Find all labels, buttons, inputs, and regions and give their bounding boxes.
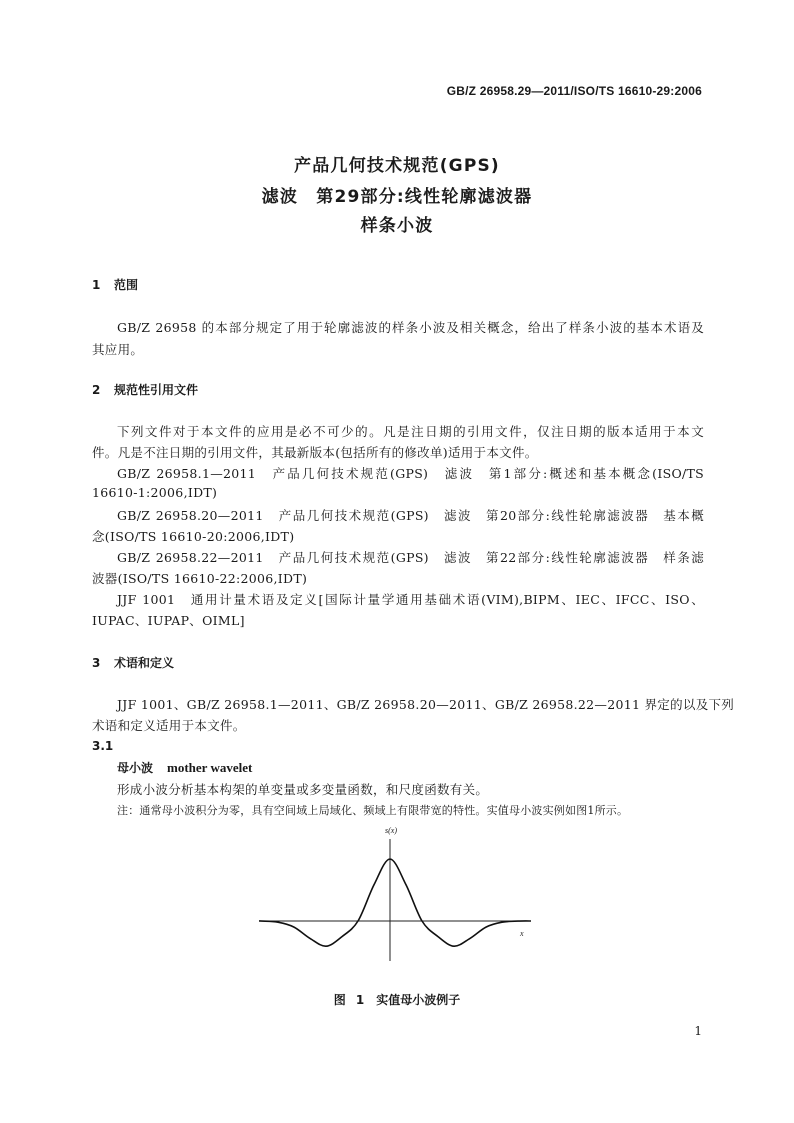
section-2-line: 下列文件对于本文件的应用是必不可少的。凡是注日期的引用文件，仅注日期的版本适用于本文 [117,424,704,439]
wavelet-figure [259,821,531,961]
term-note: 注：通常母小波积分为零，具有空间域上局域化、频域上有限带宽的特性。实值母小波实例如图1所示。 [117,804,629,817]
page-number: 1 [694,1024,702,1038]
wavelet-curve [259,859,531,946]
section-1-heading [92,276,138,293]
term-entry [117,759,252,776]
section-2-line: 件。凡是不注日期的引用文件，其最新版本(包括所有的修改单)适用于本文件。 [92,445,538,460]
section-3-heading [92,654,174,671]
section-2-ref-1-cont: 16610-1:2006,IDT) [92,485,218,500]
section-2-ref-2-cont: 念(ISO/TS 16610-20:2006,IDT) [92,529,295,544]
standard-code: GB/Z 26958.29—2011/ISO/TS 16610-29:2006 [446,84,702,98]
section-2-ref-4: JJF 1001 通用计量术语及定义[国际计量学通用基础术语(VIM),BIPM、IEC、IFCC、ISO、 [117,592,704,607]
section-2-ref-3: GB/Z 26958.22—2011 产品几何技术规范(GPS) 滤波 第22部分:线性轮廓滤波器 样条滤 [117,550,704,565]
section-2-number: 2 [92,383,101,397]
section-1-line: 其应用。 [92,342,144,357]
figure-caption: 图 1 实值母小波例子 [333,993,461,1007]
section-1-title: 范围 [114,278,139,292]
title-line-2: 滤波 第29部分:线性轮廓滤波器 [261,187,533,207]
section-3-line: 术语和定义适用于本文件。 [92,718,246,733]
section-3-number: 3 [92,656,101,670]
section-2-title: 规范性引用文件 [114,383,199,397]
term-cn: 母小波 [117,761,154,775]
section-2-ref-4-cont: IUPAC、IUPAP、OIML] [92,613,245,628]
section-1-number: 1 [92,278,101,292]
section-2-ref-3-cont: 波器(ISO/TS 16610-22:2006,IDT) [92,571,308,586]
title-line-3: 样条小波 [360,216,434,236]
section-2-heading [92,381,198,398]
section-2-ref-1: GB/Z 26958.1—2011 产品几何技术规范(GPS) 滤波 第1部分:概述和基本概念(ISO/TS [117,466,704,481]
section-1-line: GB/Z 26958 的本部分规定了用于轮廓滤波的样条小波及相关概念，给出了样条小波的基本术语及 [117,320,704,335]
title-line-1: 产品几何技术规范(GPS) [294,156,500,176]
subsection-3-1-number: 3.1 [92,739,114,753]
section-3-line: JJF 1001、GB/Z 26958.1—2011、GB/Z 26958.20—2011、GB/Z 26958.22—2011 界定的以及下列 [117,697,735,712]
x-axis-label: x [520,929,524,938]
section-2-ref-2: GB/Z 26958.20—2011 产品几何技术规范(GPS) 滤波 第20部分:线性轮廓滤波器 基本概 [117,508,704,523]
term-definition: 形成小波分析基本构架的单变量或多变量函数，和尺度函数有关。 [117,782,489,797]
term-en: mother wavelet [167,760,253,775]
section-3-title: 术语和定义 [114,656,175,670]
y-axis-label: s(x) [385,826,397,835]
